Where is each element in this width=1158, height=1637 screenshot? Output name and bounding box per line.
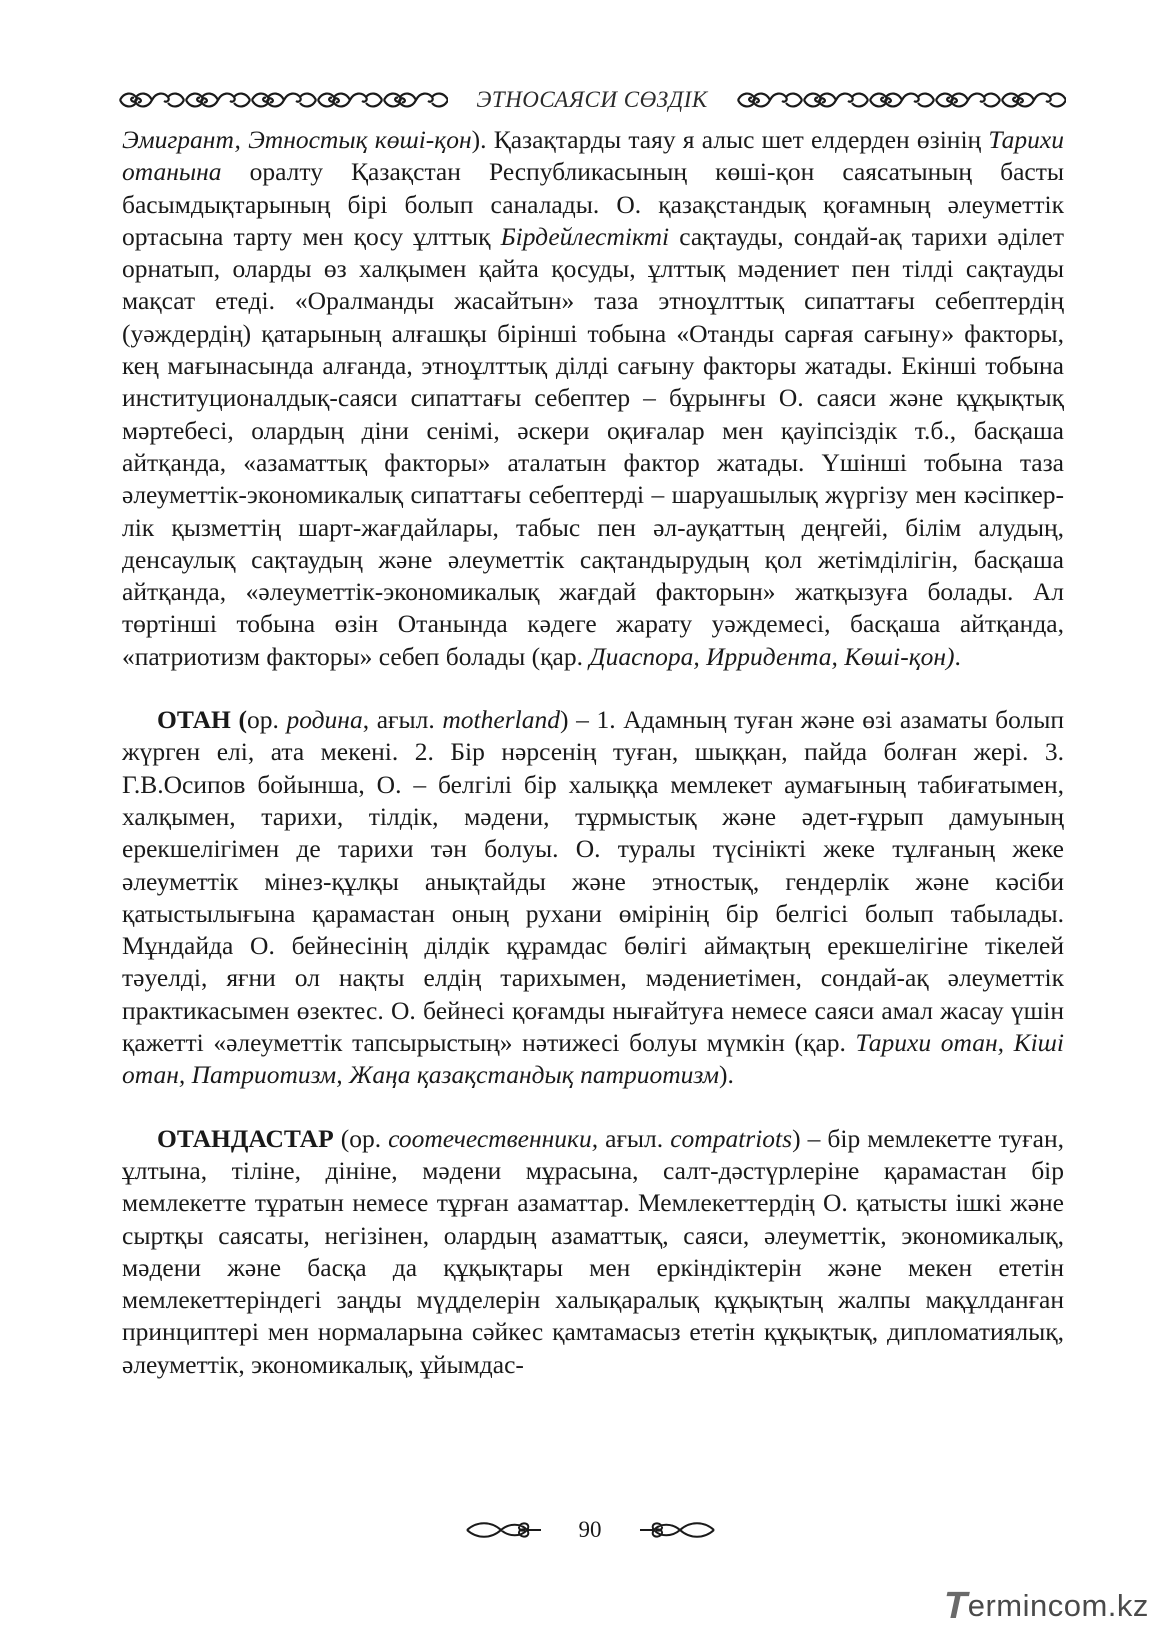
italic-text-run: Тарихи отан, Кіші отан, Патриотизм, Жаңа қазақстандық патриотизм [122, 1028, 1064, 1090]
italic-text-run: соотечественники, [388, 1123, 599, 1153]
site-watermark [939, 1584, 1149, 1627]
text-run: ) – 1. Адамның туған және өзі азаматы болып жүрген елі, ата мекені. 2. Бір нәрсенің туған, шыққан, пайда болған жері. 3. Г.В.Осипов бойынша, О. – белгілі бір халыққа мемлекет аумағының табиғатымен, халқымен, тарихи, тілдік, мәдени, тұрмыстық және әдет-ғұрып дамуының ерекшелігімен де тарихи тән болуы. О. туралы түсінікті жеке тұлғаның жеке әлеуметтік мінез-құлқы анықтайды және этностық, гендерлік және кәсіби қатыстылығына қарамастан оның рухани өмірінің бір белгісі болып табылады. Мұндайда О. бейнесінің ділдік құрамдас бөлігі аймақтың ерекшелігіне тікелей тәуелді, яғни ол нақты елдің тарихымен, мәдениетімен, сондай-ақ әлеуметтік практикасымен өзектес. О. бейнесі қоғамды нығайтуға немесе саяси амал жасау үшін қажетті «әлеуметтік тапсырыстың» нәтижесі болуы мүмкін (қар. [122, 705, 1064, 1058]
text-run: (ор. [333, 1123, 389, 1153]
dictionary-entry-otan [122, 704, 1064, 1092]
watermark-text: ermincom.kz [967, 1588, 1149, 1623]
watermark-initial: T [939, 1584, 973, 1627]
running-header [118, 86, 1066, 114]
entry-headword: ОТАН ( [157, 705, 247, 735]
italic-text-run: compatriots [670, 1123, 793, 1153]
entry-headword: ОТАНДАСТАР [157, 1123, 334, 1153]
page-number: 90 [578, 1517, 602, 1542]
italic-text-run: Тарихи отанына [122, 125, 1064, 187]
dictionary-entry-otandastar [122, 1123, 1064, 1381]
text-run: . [954, 641, 961, 671]
header-title: ЭТНОСАЯСИ СӨЗДІК [476, 87, 708, 112]
italic-text-run: Диаспора, Ирридента, Көші-қон) [589, 641, 955, 671]
swirl-ornament-left-icon [465, 1519, 543, 1541]
kazakh-ornament-left-icon [118, 89, 448, 111]
continued-entry-text [122, 124, 1064, 673]
page-footer [440, 1510, 740, 1550]
text-run: сақтауды, сондай-ақ тарихи әділет орнатып, оларды өз халқымен қайта қосуды, ұлттық мәдениет пен тілді сақтауды мақсат етеді. «Оралманды жасайтын» таза этноұлттық сипаттағы себептердің (уәждердің) қатарының алғашқы бірінші тобына «Отанды сарғая сағыну» факторы, кең мағынасында алғанда, этноұлттық ділді сағыну факторы жатады. Екінші тобына институционалдық-саяси сипаттағы себептер – бұрынғы О. саяси және құқықтық мәртебесі, олардың діни сенімі, әскери оқиғалар мен қауіпсіздік т.б., басқаша айтқанда, «азаматтық факторы» аталатын фактор жатады. Үшінші тобына таза әлеуметтік-экономикалық сипаттағы себептерді – шаруашылық жүргізу мен кәсіпкерлік қызметтің шарт-жағдайлары, табыс пен әл-ауқаттың деңгейі, білім алудың, денсаулық сақтаудың және әлеуметтік сақтандырудың қол жетімділігін, басқаша айтқанда, «әлеуметтік-экономикалық жағдай факторын» жатқызуға болады. Ал төртінші тобына өзін Отанында кәдеге жарату уәждемесі, басқаша айтқанда, «патриотизм факторы» себеп болады (қар. [122, 221, 1064, 671]
italic-text-run: Бірдейлестікті [500, 221, 670, 251]
text-run: оралту Қазақстан Республикасының көші-қон саясатының басты басымдықтарының бірі болып саналады. О. қазақстандық қоғамның әлеуметтік ортасына тарту мен қосу ұлттық [122, 157, 1064, 251]
page-body [122, 124, 1064, 1381]
italic-text-run: motherland [442, 705, 560, 735]
text-run: ). Қазақтарды таяу я алыс шет елдерден өзінің [471, 125, 989, 154]
swirl-ornament-right-icon [638, 1519, 716, 1541]
text-run: ор. [246, 705, 287, 735]
text-run: ағыл. [598, 1123, 671, 1153]
italic-text-run: Эмигрант, Этностық көші-қон [122, 125, 472, 154]
text-run: , ағыл. [362, 705, 443, 735]
kazakh-ornament-right-icon [736, 89, 1066, 111]
italic-text-run: родина [286, 705, 363, 735]
text-run: ). [718, 1060, 734, 1090]
text-run: ) – бір мемлекетте туған, ұлтына, тіліне, дініне, мәдени мұрасына, салт-дәстүрлеріне қарамастан бір мемлекетте тұратын немесе тұрған азаматтар. Мемлекеттердің О. қатысты ішкі және сыртқы саясаты, негізінен, олардың азаматтық, саяси, әлеуметтік, экономикалық, мәдени және басқа да құқықтары мен еркіндіктерін және мекен ететін мемлекеттеріндегі заңды мүдделерін халықаралық құқықтың жалпы мақұлданған принциптері мен нормаларына сәйкес қамтамасыз ететін құқықтық, дипломатиялық, әлеуметтік, экономикалық, ұйымдас- [122, 1123, 1064, 1379]
